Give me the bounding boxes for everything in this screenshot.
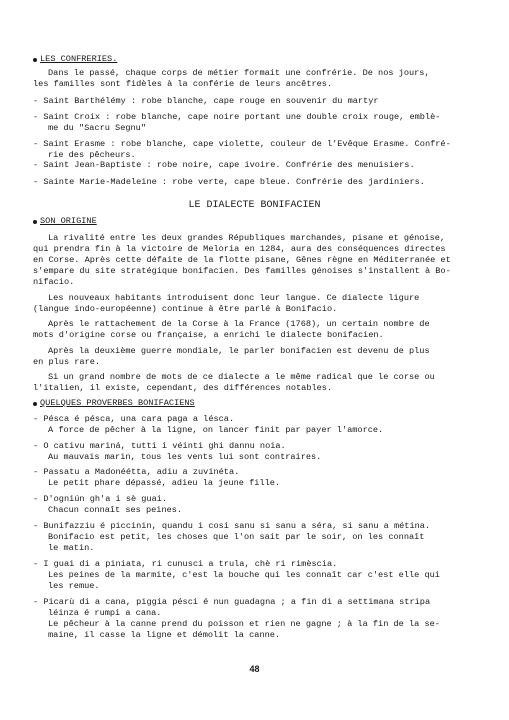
origine-paragraph-line: La rivalité entre les deux grandes Républiques marchandes, pisane et génoise, [48, 233, 446, 243]
origine-paragraph-line: Après le rattachement de la Corse à la France (1768), un certain nombre de [48, 319, 430, 329]
origine-paragraph-line: Les nouveaux habitants introduisent donc leur langue. Ce dialecte ligure [48, 293, 420, 303]
confrerie-item: - Sainte Marie-Madeleine : robe verte, cape bleue. Confrérie des jardiniers. [33, 177, 425, 187]
origine-paragraph-line: s'empare du site stratégique bonifacien. Des familles génoises s'installent à Bo- [33, 266, 451, 276]
proverb-original: - D'ogniún gh'a i sè guai. [33, 494, 168, 504]
section-heading-confreries: LES CONFRERIES. [40, 54, 118, 64]
origine-paragraph-line: nifacio. [33, 277, 75, 287]
proverb-translation: Le petit phare dépassé, adieu la jeune fille. [48, 478, 281, 488]
bullet-icon [33, 220, 37, 224]
proverb-original: - Bunifazziu é piccinin, quandu i cosi sanu si sanu a séra, si sanu a métina. [33, 521, 431, 531]
proverb-original: - O cativu mariná, tutti i véinti ghi dannu noia. [33, 441, 286, 451]
confrerie-item: - Saint Erasme : robe blanche, cape violette, couleur de l'Evêque Erasme. Confré- [33, 139, 451, 149]
confrerie-item: - Saint Croix : robe blanche, cape noire portant une double croix rouge, emblè- [33, 112, 441, 122]
proverb-translation: Bonifacio est petit, les choses que l'on sait par le soir, on les connaît [48, 532, 425, 542]
origine-paragraph-line: en Corse. Après cette défaite de la flotte pisane, Gênes règne en Méditerranée et [33, 255, 451, 265]
section-heading-origine: SON ORIGINE [40, 216, 97, 226]
proverb-translation: A force de pêcher à la ligne, on lancer finit par payer l'amorce. [48, 425, 384, 435]
proverb-translation: les remue. [48, 581, 100, 591]
proverb-translation: Au mauvais marin, tous les vents lui sont contraires. [48, 452, 322, 462]
origine-paragraph-line: mots d'origine corse ou française, a enrichi le dialecte bonifacien. [33, 330, 384, 340]
proverb-translation: maine, il casse la ligne et démolit la canne. [48, 630, 281, 640]
confreries-intro-line: les familles sont fidèles à la conférie de leurs ancêtres. [33, 79, 333, 89]
origine-paragraph-line: Si un grand nombre de mots de ce dialecte a le même radical que le corse ou [48, 372, 435, 382]
confrerie-item-cont: me du "Sacru Segnu" [48, 123, 146, 133]
origine-paragraph-line: qui prendra fin à la victoire de Meloria en 1284, aura des conséquences directes [33, 244, 446, 254]
proverb-original: léinza é rumpi a cana. [48, 608, 162, 618]
origine-paragraph-line: l'italien, il existe, cependant, des différences notables. [33, 383, 333, 393]
proverb-translation: le matin. [48, 543, 95, 553]
proverb-original: - Picarù di a cana, piggia pésci é nun guadagna ; a fin di a settimana stripa [33, 597, 431, 607]
proverb-original: - Pésca é pésca, una cara paga a lésca. [33, 414, 235, 424]
confreries-intro-line: Dans le passé, chaque corps de métier formait une confrérie. De nos jours, [48, 68, 430, 78]
origine-paragraph-line: en plus rare. [33, 357, 101, 367]
proverb-translation: Le pêcheur à la canne prend du poisson et rien ne gagne ; à la fin de la se- [48, 619, 440, 629]
bullet-icon [33, 402, 37, 406]
proverb-original: - I guai di a piniata, ri cunusci a trula, chè ri rimèscia. [33, 559, 338, 569]
confrerie-item-cont: rie des pêcheurs. [48, 150, 136, 160]
proverb-translation: Chacun connaît ses peines. [48, 505, 183, 515]
origine-paragraph-line: (langue indo-européenne) continue à être parlé à Bonifacio. [33, 304, 338, 314]
section-title-dialecte: LE DIALECTE BONIFACIEN [188, 200, 321, 211]
section-heading-proverbes: QUELQUES PROVERBES BONIFACIENS [40, 398, 195, 408]
bullet-icon [33, 58, 37, 62]
page-number: 48 [249, 664, 260, 674]
confrerie-item: - Saint Barthélémy : robe blanche, cape rouge en souvenir du martyr [33, 96, 379, 106]
proverb-translation: Les peines de la marmite, c'est la bouche qui les connaît car c'est elle qui [48, 570, 440, 580]
origine-paragraph-line: Après la deuxième guerre mondiale, le parler bonifacien est devenu de plus [48, 346, 430, 356]
confrerie-item: - Saint Jean-Baptiste : robe noire, cape ivoire. Confrérie des menuisiers. [33, 160, 415, 170]
proverb-original: - Passatu a Madonéétta, adiu a zuvinéta. [33, 467, 240, 477]
